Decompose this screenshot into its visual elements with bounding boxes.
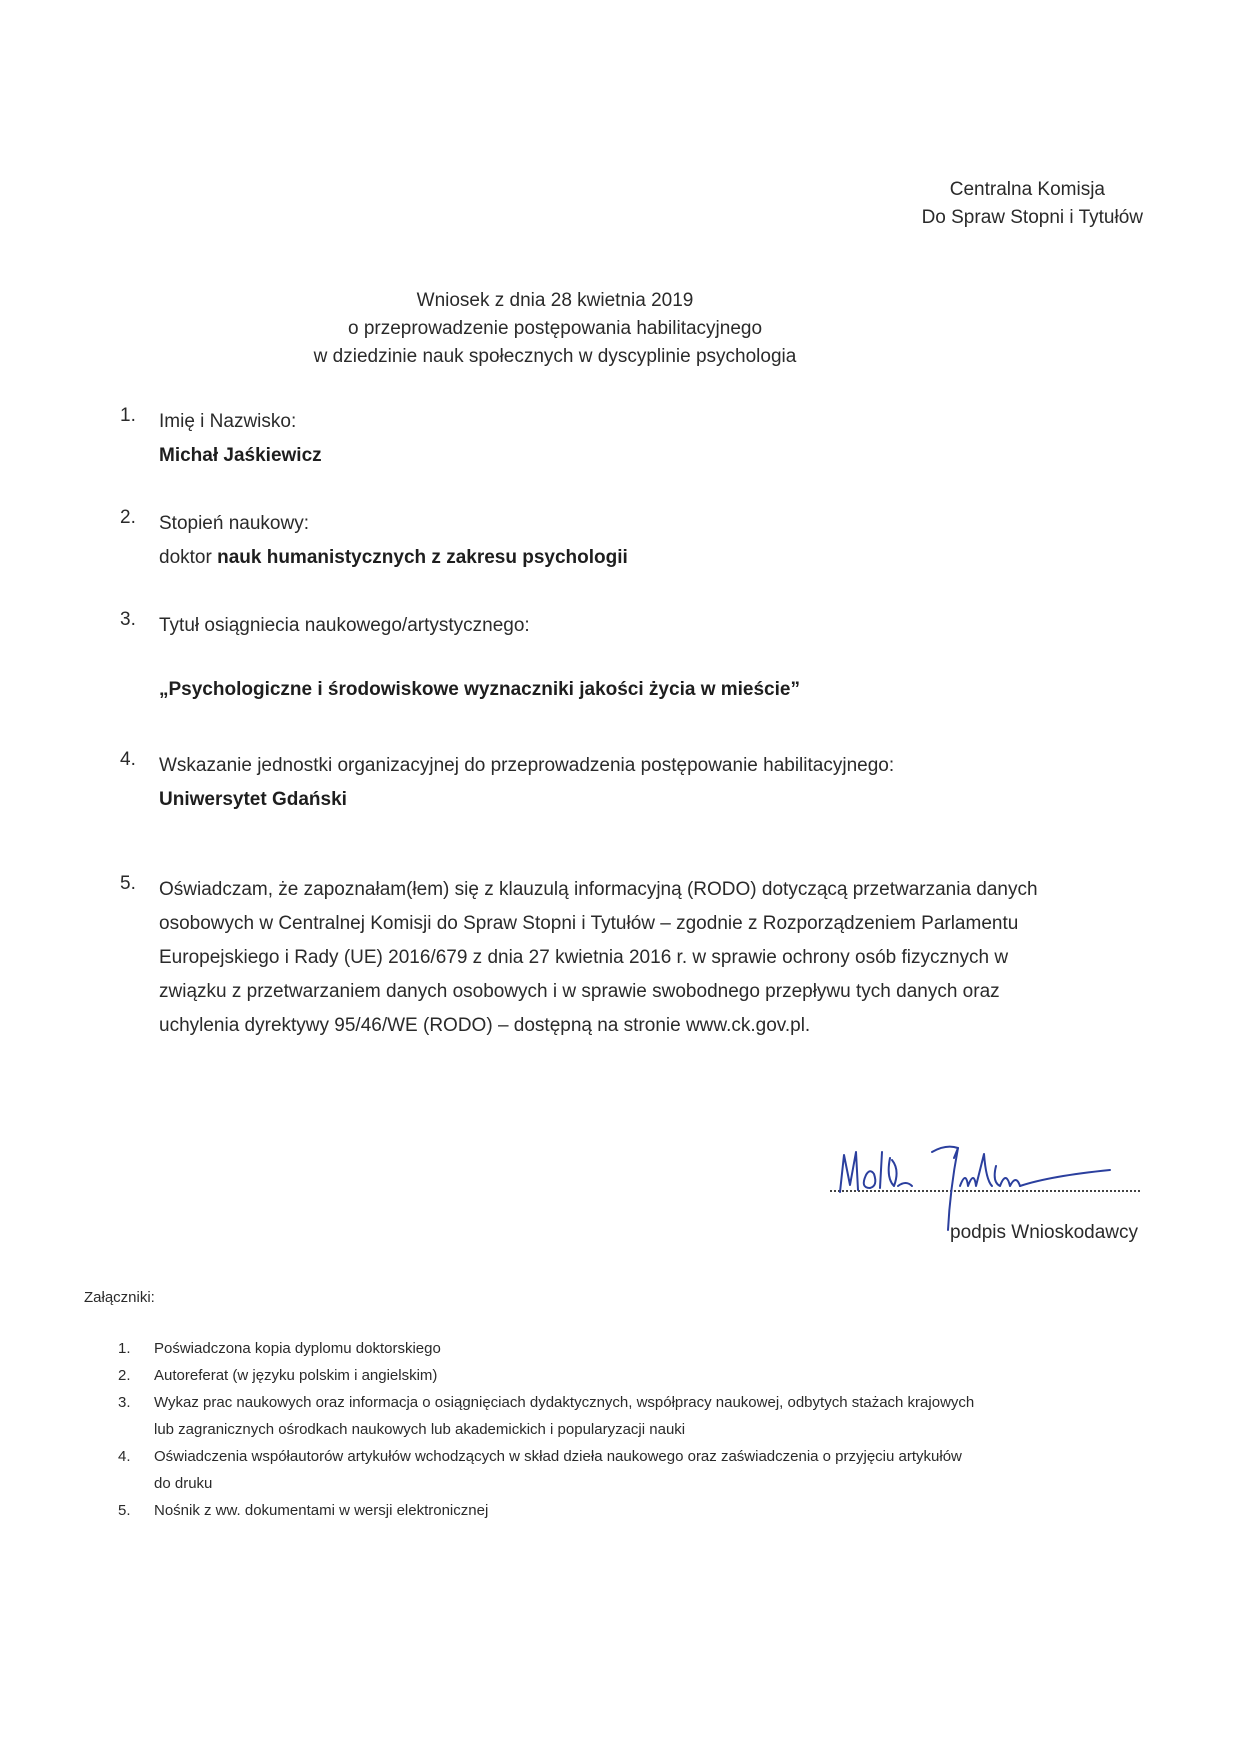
declaration-line-2: osobowych w Centralnej Komisji do Spraw Stopni i Tytułów – zgodnie z Rozporządzeniem Parlamentu [159, 913, 1019, 934]
item-number: 1. [120, 405, 136, 426]
attachment-item [118, 1443, 1138, 1497]
achievement-title: „Psychologiczne i środowiskowe wyznaczniki jakości życia w mieście” [159, 679, 800, 700]
attachment-text: Oświadczenia współautorów artykułów wchodzących w skład dzieła naukowego oraz zaświadczenia o przyjęciu artykułów [154, 1448, 962, 1465]
item-number: 4. [120, 749, 136, 770]
recipient-line-2: Do Spraw Stopni i Tytułów [921, 207, 1143, 228]
attachment-item [118, 1497, 1138, 1524]
header-line-2: o przeprowadzenie postępowania habilitacyjnego [347, 318, 763, 339]
attachment-text: Autoreferat (w języku polskim i angielskim) [154, 1367, 438, 1384]
attachment-item [118, 1335, 1138, 1362]
attachment-number: 2. [118, 1367, 131, 1384]
header-line-1: Wniosek z dnia 28 kwietnia 2019 [416, 290, 694, 311]
attachment-number: 3. [118, 1394, 131, 1411]
item-label: Imię i Nazwisko: [159, 411, 297, 432]
signature-label: podpis Wnioskodawcy [950, 1222, 1138, 1243]
unit-name: Uniwersytet Gdański [159, 789, 347, 810]
item-number: 5. [120, 873, 136, 894]
attachment-text: lub zagranicznych ośrodkach naukowych lub akademickich i popularyzacji nauki [154, 1421, 686, 1438]
declaration-line-1: Oświadczam, że zapoznałam(łem) się z klauzulą informacyjną (RODO) dotyczącą przetwarzania danych [159, 879, 1038, 900]
item-label: Tytuł osiągniecia naukowego/artystycznego: [159, 615, 530, 636]
recipient-block [743, 176, 1143, 232]
declaration-line-5: uchylenia dyrektywy 95/46/WE (RODO) – dostępną na stronie www.ck.gov.pl. [159, 1015, 811, 1036]
attachments-title: Załączniki: [84, 1289, 155, 1306]
degree-value [159, 541, 1149, 575]
degree-field: nauk humanistycznych z zakresu psychologii [217, 547, 628, 568]
item-number: 3. [120, 609, 136, 630]
recipient-line-1: Centralna Komisja [949, 179, 1105, 200]
item-label: Wskazanie jednostki organizacyjnej do przeprowadzenia postępowanie habilitacyjnego: [159, 755, 895, 776]
header-line-3: w dziedzinie nauk społecznych w dyscyplinie psychologia [313, 346, 797, 367]
attachments-list [118, 1335, 1138, 1524]
declaration-line-3: Europejskiego i Rady (UE) 2016/679 z dnia 27 kwietnia 2016 r. w sprawie ochrony osób fizycznych w [159, 947, 1009, 968]
degree-prefix: doktor [159, 547, 218, 568]
attachment-item [118, 1362, 1138, 1389]
item-label: Stopień naukowy: [159, 513, 309, 534]
applicant-name: Michał Jaśkiewicz [159, 445, 322, 466]
attachment-text: Nośnik z ww. dokumentami w wersji elektronicznej [154, 1502, 489, 1519]
item-number: 2. [120, 507, 136, 528]
attachment-text: Poświadczona kopia dyplomu doktorskiego [154, 1340, 441, 1357]
declaration-line-4: związku z przetwarzaniem danych osobowych i w sprawie swobodnego przepływu tych danych oraz [159, 981, 1000, 1002]
attachment-number: 1. [118, 1340, 131, 1357]
application-header [250, 287, 860, 371]
attachment-text: Wykaz prac naukowych oraz informacja o osiągnięciach dydaktycznych, współpracy naukowej, odbytych stażach krajowych [154, 1394, 975, 1411]
attachment-item [118, 1389, 1138, 1443]
attachment-number: 5. [118, 1502, 131, 1519]
attachment-number: 4. [118, 1448, 131, 1465]
attachment-text: do druku [154, 1475, 213, 1492]
